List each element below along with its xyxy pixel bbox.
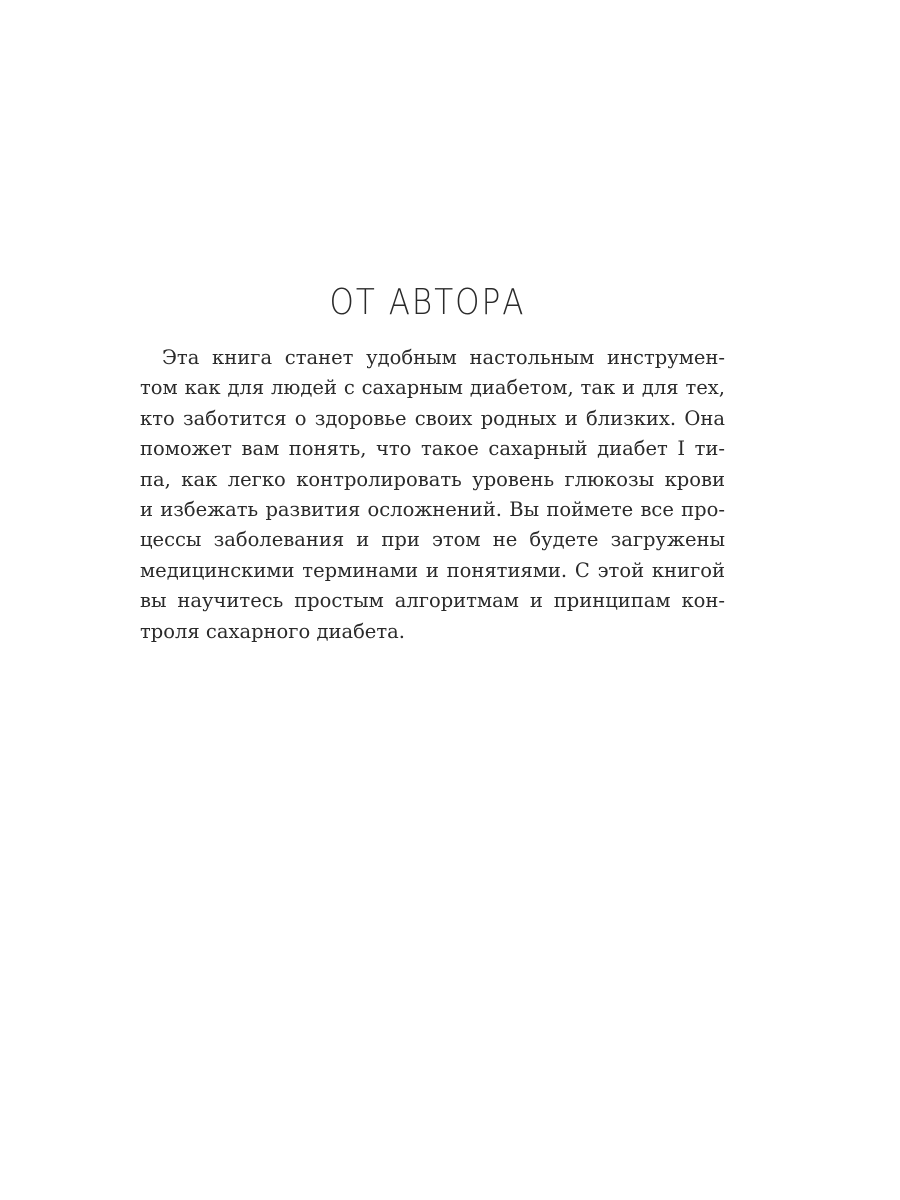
- paragraph-line: кто заботится о здоровье своих родных и близких. Она: [140, 406, 725, 430]
- paragraph-line: поможет вам понять, что такое сахарный диабет I ти-: [140, 437, 725, 461]
- paragraph-line: и избежать развития осложнений. Вы поймете все про-: [140, 497, 725, 521]
- paragraph-line: вы научитесь простым алгоритмам и принципам кон-: [140, 589, 725, 613]
- page-title: ОТ АВТОРА: [329, 282, 526, 324]
- paragraph-line-last: троля сахарного диабета.: [140, 619, 405, 643]
- author-foreword-paragraph: [140, 343, 725, 647]
- paragraph-line: цессы заболевания и при этом не будете загружены: [140, 528, 725, 552]
- paragraph-line: том как для людей с сахарным диабетом, так и для тех,: [140, 376, 725, 400]
- paragraph-line: па, как легко контролировать уровень глюкозы крови: [140, 467, 725, 491]
- paragraph-line: медицинскими терминами и понятиями. С этой книгой: [140, 558, 725, 582]
- paragraph-line: Эта книга станет удобным настольным инструмен-: [162, 346, 725, 369]
